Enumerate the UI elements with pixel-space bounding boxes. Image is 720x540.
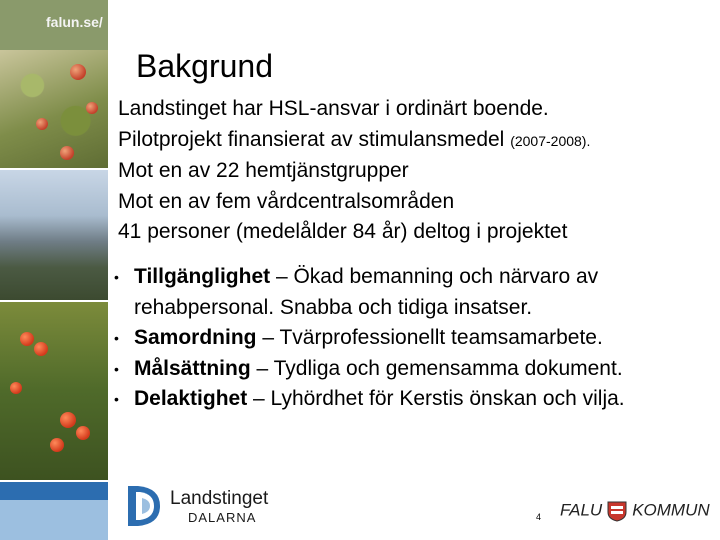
intro-line: Landstinget har HSL-ansvar i ordinärt boende. (118, 97, 549, 120)
landstinget-dalarna-logo: Landstinget DALARNA (126, 484, 286, 528)
falu-kommun-logo: FALU KOMMUN (560, 500, 710, 522)
falun-se-logo: falun.se/ (46, 14, 103, 30)
bullet-item: • Målsättning – Tydliga och gemensamma dokument. (114, 354, 714, 385)
bullet-dot-icon: • (114, 269, 119, 285)
slide-title: Bakgrund (136, 48, 273, 84)
intro-line: Mot en av fem vårdcentralsområden (118, 189, 455, 213)
intro-line: Mot en av 22 hemtjänstgrupper (118, 159, 409, 182)
falu-crest-icon (606, 500, 628, 522)
apple-tree-photo (0, 50, 108, 168)
photo-strip (0, 0, 108, 540)
intro-line: Pilotprojekt finansierat av stimulansmedel (2007-2008). (118, 127, 591, 151)
bullet-list (114, 262, 714, 415)
bullet-dot-icon: • (114, 360, 119, 377)
bullet-item-continuation: rehabpersonal. Snabba och tidiga insatser. (134, 295, 533, 319)
bullet-item: • Delaktighet – Lyhördhet för Kerstis önskan och vilja. (114, 384, 714, 415)
light-blue-panel (0, 500, 108, 540)
page-number: 4 (536, 512, 542, 522)
brand-panel (0, 0, 108, 50)
bullet-dot-icon: • (114, 330, 119, 346)
landstinget-d-icon (126, 484, 164, 528)
rowan-berries-photo (0, 302, 108, 480)
bullet-item: • Tillgänglighet – Ökad bemanning och närvaro av (114, 262, 714, 293)
bullet-item: • Samordning – Tvärprofessionellt teamsamarbete. (114, 323, 714, 354)
bullet-dot-icon: • (114, 391, 119, 407)
intro-line: 41 personer (medelålder 84 år) deltog i projektet (118, 220, 568, 243)
town-photo (0, 170, 108, 300)
intro-lines (118, 94, 590, 248)
